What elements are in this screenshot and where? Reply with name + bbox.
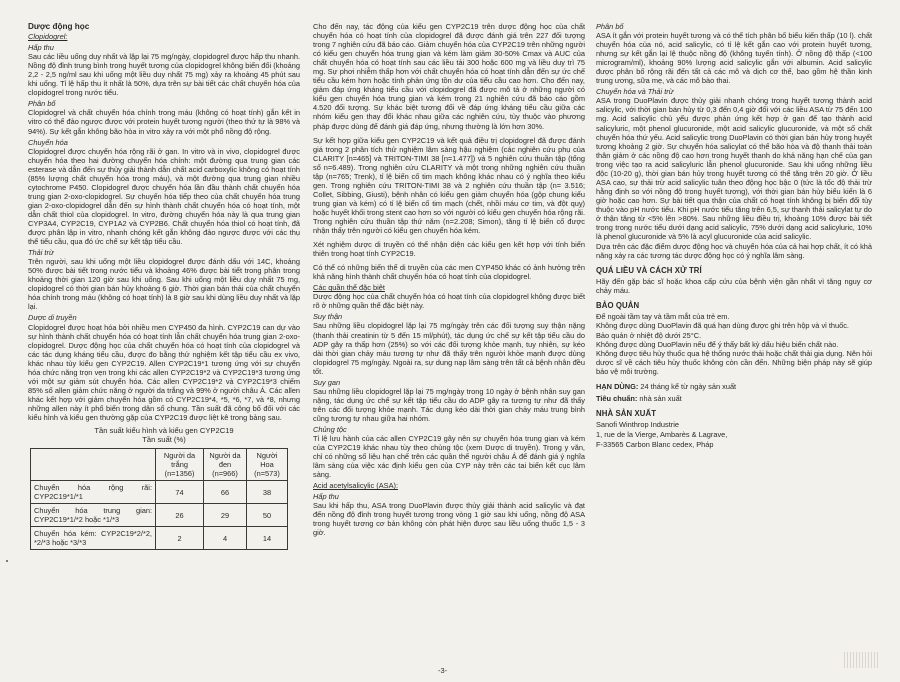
table-cell: 2 <box>156 527 204 550</box>
asa-absorption-heading: Hấp thu <box>313 492 339 502</box>
table-header-cell: Người Hoa (n=573) <box>246 449 287 481</box>
table-cell: 38 <box>246 481 287 504</box>
table-cell: 66 <box>204 481 247 504</box>
column-middle <box>313 22 585 668</box>
table-row <box>31 481 288 504</box>
table-header-cell <box>31 449 156 481</box>
table-row <box>31 527 288 550</box>
table-header-row <box>31 449 288 481</box>
edge-mark <box>6 560 8 562</box>
clopidogrel-subtitle: Clopidogrel: <box>28 32 68 42</box>
paragraph: Cho đến nay, tác động của kiểu gen CYP2C19 trên dược động học của chất chuyển hóa có hoạt tính của clopidogrel đã được đánh giá trên 227 đối tượng trong 7 nghiên cứu đã báo cáo. Giảm chuyển hóa của CYP2C19 trên những người có kiểu gen chuyển hóa trung gian và kém làm giảm 30-50% Cmax và AUC của chất chuyển hóa có hoạt tính sau các liều tải 300 hoặc 600 mg và liều duy trì 75 mg. Sự phơi nhiễm thấp hơn với chất chuyển hóa có hoạt tính dẫn đến sự ức chế tiểu cầu kém hơn hoặc tính phản ứng tồn dư của tiểu cầu cao hơn. Cho đến nay, giảm đáp ứng kháng tiểu cầu với clopidogrel đã được mô tả ở những người có kiểu gen chuyển hóa trung gian và kém trong 21 nghiên cứu đã báo cáo gồm 4.520 đối tượng. Sự khác biệt tương đối về đáp ứng kháng tiểu cầu giữa các nhóm kiểu gen thay đổi khác nhau giữa các nghiên cứu, tùy thuộc vào phương pháp được dùng để đánh giá đáp ứng, nhưng thường là lớn hơn 30%. <box>313 22 585 131</box>
section-text: Sau những liều clopidogrel lặp lại 75 mg/ngày trong 10 ngày ở bệnh nhân suy gan nặng, tác dụng ức chế sự kết tập tiểu cầu do ADP gây ra tương tự như đã thấy trên các đối tượng khỏe mạnh. Tác dụng kéo dài thời gian chảy máu trung bình cũng tương tự nhau giữa hai nhóm. <box>313 386 585 423</box>
table-cell: 74 <box>156 481 204 504</box>
manufacturer-address <box>596 420 872 450</box>
table-caption-line1: Tần suất kiểu hình và kiểu gen CYP2C19 <box>94 426 234 436</box>
genotype-frequency-table <box>30 448 288 550</box>
table-cell: 14 <box>246 527 287 550</box>
section-text: Sau các liều uống duy nhất và lặp lại 75 mg/ngày, clopidogrel được hấp thu nhanh. Nồng độ đỉnh trung bình trong huyết tương của clopidogrel không biến đổi (khoảng 2,2 - 2,5 ng/ml sau khi uống một liều duy nhất 75 mg) xảy ra khoảng 45 phút sau khi uống. Tỉ lệ hấp thu ít nhất là 50%, dựa trên sự bài tiết các chất chuyển hóa của clopidogrel trong nước tiểu. <box>28 52 300 98</box>
standard-value: nhà sản xuất <box>639 393 682 403</box>
table-header-cell: Người da trắng (n=1356) <box>156 449 204 481</box>
table-header-cell: Người da đen (n=966) <box>204 449 247 481</box>
table-row-label: Chuyển hóa rộng rãi: CYP2C19*1/*1 <box>31 481 156 504</box>
special-populations-heading: Các quần thể đặc biệt <box>313 283 385 293</box>
section-heading: Suy gan <box>313 377 341 387</box>
pharmacokinetics-title: Dược động học <box>28 22 90 31</box>
storage-line: Bảo quản ở nhiệt độ dưới 25°C. <box>596 330 702 340</box>
shelf-life-line <box>596 382 872 391</box>
table-caption-line2: Tần suất (%) <box>142 435 186 445</box>
standard-line <box>596 394 872 403</box>
table-caption <box>28 426 300 444</box>
asa-heading: Acid acetylsalicylic (ASA): <box>313 481 399 491</box>
section-heading: Hấp thu <box>28 43 54 53</box>
section-heading: Dược di truyền <box>28 313 77 323</box>
section-text: Trên người, sau khi uống một liều clopidogrel được đánh dấu với 14C, khoảng 50% được bài tiết trong nước tiểu và khoảng 46% được bài tiết trong phân trong khoảng thời gian 120 giờ sau khi uống. Sau khi uống một liều duy nhất 75 mg, clopidogrel có thời gian bán hủy khoảng 6 giờ. Thời gian bán thải của chất chuyển hóa chính trong máu (không có hoạt tính) là 8 giờ sau khi dùng liều duy nhất và lặp lại. <box>28 257 300 312</box>
section-heading: Chuyển hóa và Thải trừ <box>596 87 674 97</box>
overdose-text: Hãy đến gặp bác sĩ hoặc khoa cấp cứu của bệnh viện gần nhất vì tăng nguy cơ chảy máu. <box>596 277 872 296</box>
storage-line: Không được dùng DuoPlavin đã quá hạn dùng được ghi trên hộp và vỉ thuốc. <box>596 321 849 331</box>
paragraph: Sự kết hợp giữa kiểu gen CYP2C19 và kết quả điều trị clopidogrel đã được đánh giá trong 2 phân tích thử nghiệm lâm sàng hậu nghiệm (các nghiên cứu phụ của CLARITY [n=465] và TRITON-TIMI 38 [n=1.477]) và 5 nghiên cứu thuần tập (tổng số n=6.489). Trong nghiên cứu CLARITY và một trong những nghiên cứu thuần tập (n=765; Trenk), tỉ lệ biến cố tim mạch không khác nhau có ý nghĩa theo kiểu gen. Trong nghiên cứu TRITON-TIMI 38 và 2 nghiên cứu thuần tập (n= 3.516; Collet, Sibbing, Giusti), bệnh nhân có kiểu gen giảm chuyển hóa (gộp chung kiểu trung gian và kém) có tỉ lệ biến cố tim mạch (chết, nhồi máu cơ tim, và đột quỵ) hoặc huyết khối trong stent cao hơn so với người có kiểu gen chuyển hóa rộng rãi. Trong nghiên cứu thuần tập thứ năm (n=2.208; Simon), tăng tỉ lệ biến cố được nhận thấy trên người có kiểu gen chuyển hóa kém. <box>313 135 585 236</box>
table-row <box>31 504 288 527</box>
section-heading: Phân bố <box>596 22 624 31</box>
section-text: Clopidogrel được hoạt hóa bởi nhiều men CYP450 đa hình. CYP2C19 can dự vào sự hình thành chất chuyển hóa có hoạt tính lẫn chất chuyển hóa trung gian 2-oxo-clopidogrel. Dược động học của chất chuyển hóa có hoạt tính của clopidogrel và các tác dụng kháng tiểu cầu, được đo bằng thử nghiệm kết tập tiểu cầu ex vivo, khác nhau tùy kiểu gen CYP2C19. Allen CYP2C19*1 tương ứng với sự chuyển hóa chức năng trọn vẹn trong khi các allen CYP2C19*2 và CYP2C19*3 tương ứng với một sự giảm sút chuyển hóa. Các allen CYP2C19*2 và CYP2C19*3 chiếm 85% số allen giảm chức năng ở người da trắng và 99% ở người châu Á. Các allen khác kết hợp với giảm chuyển hóa gồm có CYP2C19*4, *5, *6, *7, và *8, nhưng những allen này ít phổ biến trong dân số chung. Tần suất đã công bố đối với các kiểu hình và kiểu gen thường gặp của CYP2C19 được liệt kê trong bảng sau. <box>28 322 300 422</box>
section-text: ASA trong DuoPlavin được thủy giải nhanh chóng trong huyết tương thành acid salicylic, với thời gian bán hủy từ 0,3 đến 0,4 giờ đối với các liều ASA từ 75 đến 100 mg. Acid salicylic chủ yếu được phản ứng kết hợp ở gan để tạo thành acid salicyluric, một phenol glucuronide, một acid salicylic glucuronide, và một số chất chuyển hóa thứ yếu. Acid salicylic trong DuoPlavin có thời gian bán hủy trong huyết tương khoảng 2 giờ. Sự chuyển hóa salicylat có thể bão hòa và độ thanh thải toàn thân giảm ở các nồng độ cao hơn trong huyết thanh do khả năng hạn chế của gan trong việc tạo ra acid salicyluric lẫn phenol glucuronide. Sau khi uống những liều độc (10-20 g), thời gian bán hủy trong huyết tương có thể tăng trên 20 giờ. Ở liều ASA cao, sự thải trừ acid salicylic tuân theo động học bậc 0 (tức là tốc độ thải trừ hằng định so với nồng độ trong huyết tương), với thời gian bán hủy biểu kiến là 6 giờ hoặc cao hơn. Sự bài tiết qua thận của chất có hoạt tính không bị biến đổi tùy thuộc vào pH nước tiểu. Khi pH nước tiểu tăng trên 6,5, sự thanh thải salicylat tự do ở thận tăng từ <5% lên >80%. Sau những liều điều trị, khoảng 10% được bài tiết trong trong nước tiểu dưới dạng acid salicylic, 75% dưới dạng acid salicyluric, 10% là phenol glucuronide và 5% là acyl glucuronide của acid salicylic. <box>596 96 872 242</box>
asa-absorption-text: Sau khi hấp thu, ASA trong DuoPlavin được thủy giải thành acid salicylic và đạt đến nồng độ đỉnh trong huyết tương trong vòng 1 giờ sau khi uống, nồng độ ASA trong huyết tương cơ bản không còn phát hiện được sau liều uống thuốc 1,5 - 3 giờ. <box>313 501 585 538</box>
section-text: Clopidogrel được chuyển hóa rộng rãi ở gan. In vitro và in vivo, clopidogrel được chuyển hóa theo hai đường chuyển hóa chính: một đường qua trung gian các esterase và dẫn đến sự thủy giải thành dẫn chất acid carboxylic không có hoạt tính (85% lượng chất chuyển hóa trong máu), và một đường qua trung gian nhiều cytochrome P450. Clopidogrel được chuyển hóa lần đầu thành chất chuyển hóa trung gian 2-oxo-clopidogrel. Sự chuyển hóa tiếp theo của chất chuyển hóa trung gian 2-oxo-clopidogrel dẫn đến sự hình thành chất chuyển hóa có hoạt tính, một dẫn chất thiol của clopidogrel. In vitro, đường chuyển hóa này là qua trung gian CYP3A4, CYP2C19, CYP1A2 và CYP2B6. Chất chuyển hóa thiol có hoạt tính, đã được phân lập in vitro, nhanh chóng kết gắn không đảo ngược được với các thụ thể tiểu cầu, qua đó ức chế sự kết tập tiểu cầu. <box>28 146 300 247</box>
storage-line: Để ngoài tầm tay và tầm mắt của trẻ em. <box>596 312 730 322</box>
shelf-life-value: 24 tháng kể từ ngày sản xuất <box>640 381 737 391</box>
shelf-life-label: HẠN DÙNG: <box>596 381 639 391</box>
section-heading: Thải trừ <box>28 248 54 258</box>
section-text: Clopidogrel và chất chuyển hóa chính trong máu (không có hoạt tính) gắn kết in vitro có thể đảo ngược được với protein huyết tương người (theo thứ tự là 98% và 94%). Sự kết gắn không bão hòa in vitro xảy ra với một phổ nồng độ rộng. <box>28 108 300 136</box>
table-row-label: Chuyển hóa kém: CYP2C19*2/*2, *2/*3 hoặc *3/*3 <box>31 527 156 550</box>
special-populations-intro: Dược động học của chất chuyển hóa có hoạt tính của clopidogrel không được biết rõ ở những quần thể đặc biệt này. <box>313 292 585 311</box>
overdose-heading: QUÁ LIỀU VÀ CÁCH XỬ TRÍ <box>596 266 702 276</box>
section-heading: Chủng tộc <box>313 424 347 434</box>
section-heading: Chuyển hóa <box>28 137 68 147</box>
storage-line: Không được tiêu hủy thuốc qua hệ thống nước thải hoặc chất thải gia dụng. Nên hỏi dược sĩ về cách tiêu hủy thuốc không còn cần đến. Những biện pháp này sẽ giúp bảo vệ môi trường. <box>596 348 872 376</box>
manufacturer-heading: NHÀ SẢN XUẤT <box>596 408 657 418</box>
manufacturer-line: 1, rue de la Vierge, Ambarès & Lagrave, <box>596 429 728 439</box>
section-text: Tỉ lệ lưu hành của các allen CYP2C19 gây nên sự chuyển hóa trung gian và kém của CYP2C19 khác nhau tùy theo chủng tộc (xem Dược di truyền). Trong y văn, chỉ có những số liệu hạn chế trên các quần thể người châu Á để đánh giá ý nghĩa lâm sàng của việc xác định kiểu gen của CYP này trên các tai biến kết cục lâm sàng. <box>313 434 585 480</box>
table-cell: 29 <box>204 504 247 527</box>
table-row-label: Chuyển hóa trung gian: CYP2C19*1/*2 hoặc *1/*3 <box>31 504 156 527</box>
paragraph: Xét nghiệm dược di truyền có thể nhận diện các kiểu gen kết hợp với tính biến thiên trong hoạt tính CYP2C19. <box>313 240 585 259</box>
standard-label: Tiêu chuẩn: <box>596 393 638 403</box>
column-right <box>596 22 872 668</box>
section-heading: Phân bố <box>28 99 56 109</box>
section-heading: Suy thận <box>313 312 343 322</box>
table-cell: 26 <box>156 504 204 527</box>
page-number: -3- <box>438 666 448 675</box>
interaction-summary: Dựa trên các đặc điểm dược động học và chuyển hóa của cả hai hợp chất, ít có khả năng xảy ra các tương tác dược động học có ý nghĩa lâm sàng. <box>596 242 872 261</box>
table-cell: 50 <box>246 504 287 527</box>
manufacturer-line: Sanofi Winthrop Industrie <box>596 419 679 429</box>
manufacturer-line: F-33565 Carbon Blanc cedex, Pháp <box>596 439 714 449</box>
section-text: ASA ít gắn với protein huyết tương và có thể tích phân bố biểu kiến thấp (10 l). chất chuyển hóa của nó, acid salicylic, có tỉ lệ kết gắn cao với protein huyết tương, nhưng sự kết gắn lại lệ thuộc nồng độ (không tuyến tính). Ở nồng độ thấp (<100 microgram/ml), khoảng 90% lượng acid salicylic gắn với albumin. Acid salicylic được phân bố rộng rãi đến tất cả các mô và dịch cơ thể, bao gồm hệ thần kinh trung ương, sữa mẹ, và các mô bào thai. <box>596 31 872 86</box>
section-text: Sau những liều clopidogrel lặp lại 75 mg/ngày trên các đối tượng suy thận nặng (thanh thải creatinin từ 5 đến 15 ml/phút), tác dụng ức chế sự kết tập tiểu cầu do ADP gây ra thấp hơn (25%) so với các đối tượng khỏe mạnh, tuy nhiên, sự kéo dài thời gian chảy máu tương tự như đã thấy trên người khỏe mạnh được dùng clopidogrel 75 mg/ngày. Ngoài ra, sự dung nạp lâm sàng trên tất cả bệnh nhân đều tốt. <box>313 321 585 376</box>
barcode-mark <box>844 652 878 668</box>
column-left <box>28 22 300 668</box>
storage-heading: BẢO QUẢN <box>596 301 640 311</box>
storage-line: Không được dùng DuoPlavin nếu để ý thấy bất kỳ dấu hiệu biến chất nào. <box>596 339 839 349</box>
paragraph: Có thể có những biến thể di truyền của các men CYP450 khác có ảnh hưởng trên khả năng hình thành chất chuyển hóa có hoạt tính của clopidogrel. <box>313 263 585 282</box>
table-cell: 4 <box>204 527 247 550</box>
